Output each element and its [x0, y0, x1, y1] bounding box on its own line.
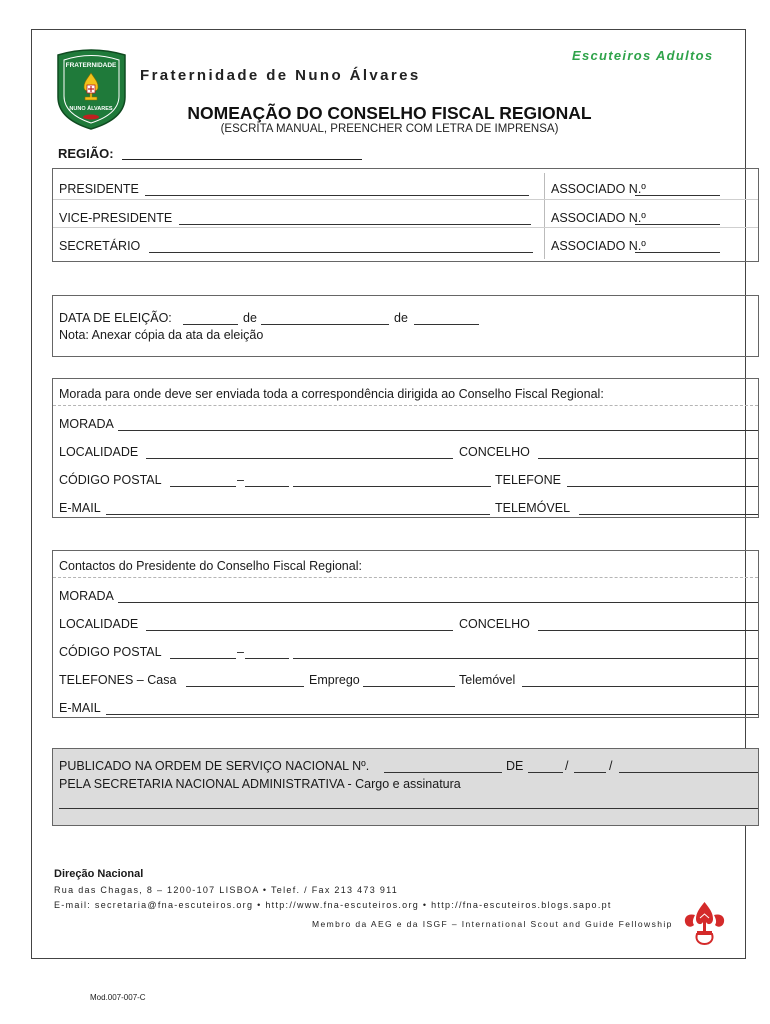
pres-phones-row	[53, 661, 758, 689]
corr-telefone-label: TELEFONE	[495, 473, 561, 487]
pres-postal-locality-field[interactable]	[293, 658, 758, 659]
svg-text:FRATERNIDADE: FRATERNIDADE	[65, 62, 117, 69]
publication-day-field[interactable]	[528, 772, 563, 773]
form-code: Mod.007-007-C	[90, 993, 146, 1002]
corr-morada-label: MORADA	[59, 417, 114, 431]
publication-signature-field[interactable]	[59, 808, 758, 809]
corr-email-label: E-MAIL	[59, 501, 101, 515]
pres-postal-dash: –	[237, 645, 244, 659]
footer-contacts: E-mail: secretaria@fna-escuteiros.org • http://www.fna-escuteiros.org • http://fna-escuteiros.blogs.sapo.pt	[54, 900, 612, 910]
election-de-2: de	[394, 311, 408, 325]
pres-emprego-label: Emprego	[309, 673, 360, 687]
pres-postal-row	[53, 633, 758, 661]
pres-email-field[interactable]	[106, 714, 758, 715]
corr-email-field[interactable]	[106, 514, 490, 515]
corr-localidade-field[interactable]	[146, 458, 453, 459]
pres-morada-row	[53, 577, 758, 605]
secretary-field[interactable]	[149, 252, 533, 253]
pres-telefones-casa-label: TELEFONES – Casa	[59, 673, 177, 687]
correspondence-heading-row	[53, 379, 758, 406]
organization-name: Fraternidade de Nuno Álvares	[140, 67, 421, 84]
corr-localidade-row	[53, 433, 758, 461]
publication-de-label: DE	[506, 759, 524, 773]
council-members-box	[52, 168, 759, 262]
corr-postal-label: CÓDIGO POSTAL	[59, 473, 162, 487]
vice-assoc-field[interactable]	[635, 224, 720, 225]
pres-postal-code2-field[interactable]	[245, 658, 289, 659]
election-de-1: de	[243, 311, 257, 325]
publication-slash-1: /	[565, 759, 569, 773]
pres-email-row	[53, 689, 758, 717]
election-year-field[interactable]	[414, 324, 479, 325]
election-day-field[interactable]	[183, 324, 238, 325]
form-title: NOMEAÇÃO DO CONSELHO FISCAL REGIONAL	[187, 103, 592, 123]
president-contacts-box	[52, 550, 759, 718]
election-month-field[interactable]	[261, 324, 389, 325]
svg-text:NUNO ÁLVARES: NUNO ÁLVARES	[69, 106, 113, 112]
council-row-vice	[53, 199, 758, 228]
secretary-label: SECRETÁRIO	[59, 239, 141, 253]
vice-assoc-label: ASSOCIADO N.º	[551, 211, 646, 225]
corr-concelho-label: CONCELHO	[459, 445, 530, 459]
publication-year-field[interactable]	[619, 772, 758, 773]
president-assoc-label: ASSOCIADO N.º	[551, 182, 646, 196]
correspondence-heading: Morada para onde deve ser enviada toda a correspondência dirigida ao Conselho Fiscal Regional:	[59, 387, 604, 401]
president-contacts-heading: Contactos do Presidente do Conselho Fiscal Regional:	[59, 559, 362, 573]
council-row-secretary	[53, 227, 758, 261]
pres-concelho-label: CONCELHO	[459, 617, 530, 631]
president-contacts-heading-row	[53, 551, 758, 578]
pres-localidade-label: LOCALIDADE	[59, 617, 139, 631]
publication-secretariat-label: PELA SECRETARIA NACIONAL ADMINISTRATIVA - Cargo e assinatura	[59, 777, 461, 791]
pres-email-label: E-MAIL	[59, 701, 101, 715]
publication-month-field[interactable]	[574, 772, 606, 773]
pres-casa-field[interactable]	[186, 686, 304, 687]
pres-telemovel-field[interactable]	[522, 686, 758, 687]
corr-morada-field[interactable]	[118, 430, 758, 431]
pres-emprego-field[interactable]	[363, 686, 455, 687]
footer-heading: Direção Nacional	[54, 868, 144, 880]
corr-postal-row	[53, 461, 758, 489]
publication-box	[52, 748, 759, 826]
publication-order-number-field[interactable]	[384, 772, 502, 773]
election-date-box	[52, 295, 759, 357]
publication-order-label: PUBLICADO NA ORDEM DE SERVIÇO NACIONAL Nº.	[59, 759, 370, 773]
regiao-field[interactable]	[122, 159, 362, 160]
president-label: PRESIDENTE	[59, 182, 139, 196]
brand-top-label: Escuteiros Adultos	[572, 48, 714, 63]
corr-concelho-field[interactable]	[538, 458, 758, 459]
secretary-assoc-field[interactable]	[635, 252, 720, 253]
red-fleur-de-lis-icon	[682, 900, 727, 946]
vice-president-field[interactable]	[179, 224, 531, 225]
correspondence-box	[52, 378, 759, 518]
footer-membership: Membro da AEG e da ISGF – International Scout and Guide Fellowship	[312, 919, 673, 929]
pres-localidade-field[interactable]	[146, 630, 453, 631]
form-subtitle: (ESCRITA MANUAL, PREENCHER COM LETRA DE IMPRENSA)	[220, 123, 559, 135]
pres-postal-code1-field[interactable]	[170, 658, 236, 659]
council-row-president	[53, 169, 758, 200]
pres-postal-label: CÓDIGO POSTAL	[59, 645, 162, 659]
corr-email-row	[53, 489, 758, 517]
pres-telemovel-label: Telemóvel	[459, 673, 516, 687]
corr-postal-code1-field[interactable]	[170, 486, 236, 487]
footer-address: Rua das Chagas, 8 – 1200-107 LISBOA • Telef. / Fax 213 473 911	[54, 885, 399, 895]
pres-localidade-row	[53, 605, 758, 633]
president-assoc-field[interactable]	[635, 195, 720, 196]
pres-morada-label: MORADA	[59, 589, 114, 603]
corr-postal-locality-field[interactable]	[293, 486, 491, 487]
corr-telemovel-label: TELEMÓVEL	[495, 501, 571, 515]
corr-postal-dash: –	[237, 473, 244, 487]
corr-telefone-field[interactable]	[567, 486, 758, 487]
pres-concelho-field[interactable]	[538, 630, 758, 631]
secretary-assoc-label: ASSOCIADO N.º	[551, 239, 646, 253]
publication-slash-2: /	[609, 759, 613, 773]
corr-localidade-label: LOCALIDADE	[59, 445, 139, 459]
pres-morada-field[interactable]	[118, 602, 758, 603]
election-note: Nota: Anexar cópia da ata da eleição	[59, 328, 264, 342]
president-field[interactable]	[145, 195, 529, 196]
vice-president-label: VICE-PRESIDENTE	[59, 211, 173, 225]
form-page	[31, 29, 746, 1002]
corr-morada-row	[53, 405, 758, 433]
regiao-label: REGIÃO:	[58, 146, 114, 161]
corr-postal-code2-field[interactable]	[245, 486, 289, 487]
corr-telemovel-field[interactable]	[579, 514, 758, 515]
election-date-label: DATA DE ELEIÇÃO:	[59, 311, 172, 325]
